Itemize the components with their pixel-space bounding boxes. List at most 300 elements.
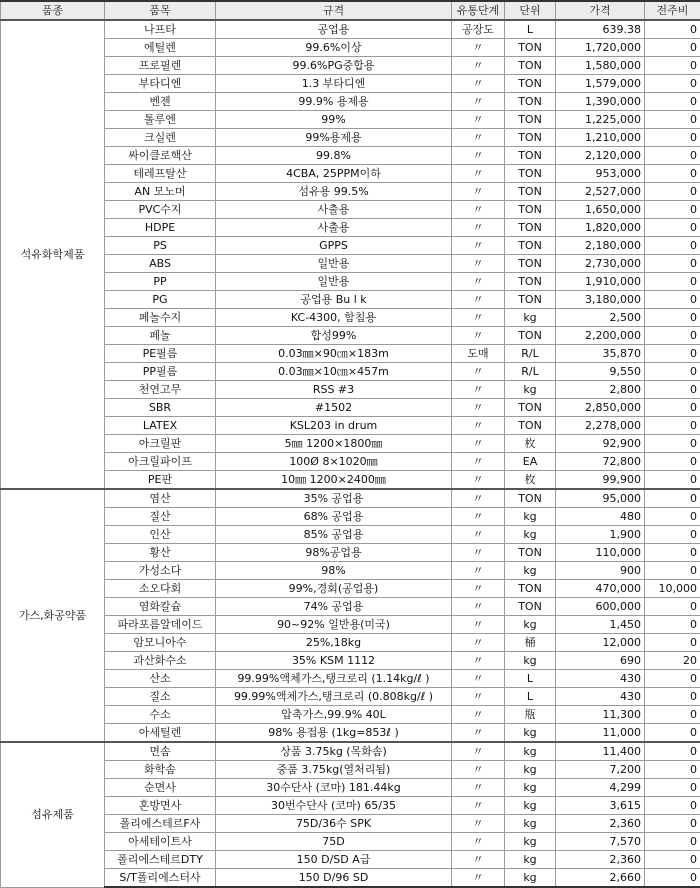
distribution-stage-cell: 〃 xyxy=(452,93,505,111)
unit-cell: 甁 xyxy=(505,706,556,724)
price-cell: 11,000 xyxy=(556,724,645,743)
item-name-cell: PP xyxy=(105,273,216,291)
unit-cell: kg xyxy=(505,833,556,851)
distribution-stage-cell: 〃 xyxy=(452,201,505,219)
item-name-cell: 페놀 xyxy=(105,327,216,345)
item-name-cell: 페놀수지 xyxy=(105,309,216,327)
weekly-change-cell: 0 xyxy=(645,255,700,273)
weekly-change-cell: 0 xyxy=(645,309,700,327)
item-spec-cell: 사출용 xyxy=(216,201,452,219)
weekly-change-cell: 0 xyxy=(645,57,700,75)
price-cell: 11,400 xyxy=(556,742,645,761)
weekly-change-cell: 0 xyxy=(645,471,700,490)
weekly-change-cell: 0 xyxy=(645,833,700,851)
price-cell: 9,550 xyxy=(556,363,645,381)
table-row xyxy=(1,291,700,309)
price-cell: 2,500 xyxy=(556,309,645,327)
weekly-change-cell: 0 xyxy=(645,797,700,815)
unit-cell: TON xyxy=(505,183,556,201)
distribution-stage-cell: 〃 xyxy=(452,183,505,201)
table-row xyxy=(1,779,700,797)
price-cell: 1,900 xyxy=(556,526,645,544)
price-cell: 1,820,000 xyxy=(556,219,645,237)
item-spec-cell: 1.3 부타디엔 xyxy=(216,75,452,93)
item-name-cell: 아세틸렌 xyxy=(105,724,216,743)
price-cell: 1,580,000 xyxy=(556,57,645,75)
table-row xyxy=(1,471,700,490)
item-name-cell: 질소 xyxy=(105,688,216,706)
price-cell: 639.38 xyxy=(556,20,645,39)
item-name-cell: 인산 xyxy=(105,526,216,544)
table-row xyxy=(1,851,700,869)
unit-cell: TON xyxy=(505,147,556,165)
item-name-cell: 폴리에스테르DTY xyxy=(105,851,216,869)
item-spec-cell: KC-4300, 함침용 xyxy=(216,309,452,327)
unit-cell: 枚 xyxy=(505,471,556,490)
price-cell: 1,579,000 xyxy=(556,75,645,93)
distribution-stage-cell: 〃 xyxy=(452,309,505,327)
unit-cell: TON xyxy=(505,273,556,291)
item-spec-cell: 150 D/96 SD xyxy=(216,869,452,888)
distribution-stage-cell: 〃 xyxy=(452,417,505,435)
price-cell: 953,000 xyxy=(556,165,645,183)
price-cell: 3,180,000 xyxy=(556,291,645,309)
header-spec: 규격 xyxy=(216,1,452,20)
distribution-stage-cell: 〃 xyxy=(452,453,505,471)
distribution-stage-cell: 〃 xyxy=(452,75,505,93)
item-spec-cell: 99%,경회(공업용) xyxy=(216,580,452,598)
item-spec-cell: RSS #3 xyxy=(216,381,452,399)
price-cell: 1,390,000 xyxy=(556,93,645,111)
unit-cell: kg xyxy=(505,797,556,815)
item-spec-cell: 74% 공업용 xyxy=(216,598,452,616)
table-row xyxy=(1,237,700,255)
price-cell: 1,225,000 xyxy=(556,111,645,129)
item-spec-cell: 99.99%액체가스,탱크로리 (1.14kg/ℓ ) xyxy=(216,670,452,688)
weekly-change-cell: 0 xyxy=(645,273,700,291)
weekly-change-cell: 20 xyxy=(645,652,700,670)
item-spec-cell: 사출용 xyxy=(216,219,452,237)
weekly-change-cell: 0 xyxy=(645,453,700,471)
weekly-change-cell: 0 xyxy=(645,165,700,183)
item-spec-cell: 35% 공업용 xyxy=(216,489,452,508)
weekly-change-cell: 0 xyxy=(645,851,700,869)
unit-cell: L xyxy=(505,688,556,706)
unit-cell: L xyxy=(505,670,556,688)
weekly-change-cell: 0 xyxy=(645,489,700,508)
item-spec-cell: 99.8% xyxy=(216,147,452,165)
price-cell: 900 xyxy=(556,562,645,580)
price-cell: 1,650,000 xyxy=(556,201,645,219)
item-spec-cell: 99.99%액체가스,탱크로리 (0.808kg/ℓ ) xyxy=(216,688,452,706)
item-spec-cell: 5㎜ 1200×1800㎜ xyxy=(216,435,452,453)
category-cell: 석유화학제품 xyxy=(1,20,105,489)
price-cell: 2,360 xyxy=(556,851,645,869)
weekly-change-cell: 0 xyxy=(645,237,700,255)
weekly-change-cell: 0 xyxy=(645,147,700,165)
item-name-cell: PG xyxy=(105,291,216,309)
distribution-stage-cell: 〃 xyxy=(452,39,505,57)
item-name-cell: 암모니아수 xyxy=(105,634,216,652)
unit-cell: kg xyxy=(505,526,556,544)
weekly-change-cell: 0 xyxy=(645,75,700,93)
table-row xyxy=(1,75,700,93)
unit-cell: TON xyxy=(505,255,556,273)
table-row xyxy=(1,489,700,508)
unit-cell: kg xyxy=(505,724,556,743)
table-row xyxy=(1,165,700,183)
table-row xyxy=(1,381,700,399)
item-spec-cell: 99% xyxy=(216,111,452,129)
unit-cell: kg xyxy=(505,761,556,779)
item-name-cell: PE판 xyxy=(105,471,216,490)
item-name-cell: 천연고무 xyxy=(105,381,216,399)
item-name-cell: 과산화수소 xyxy=(105,652,216,670)
distribution-stage-cell: 〃 xyxy=(452,526,505,544)
table-row xyxy=(1,453,700,471)
unit-cell: TON xyxy=(505,165,556,183)
item-name-cell: 벤젠 xyxy=(105,93,216,111)
price-cell: 2,527,000 xyxy=(556,183,645,201)
distribution-stage-cell: 〃 xyxy=(452,652,505,670)
item-spec-cell: 30수단사 (코마) 181.44kg xyxy=(216,779,452,797)
weekly-change-cell: 0 xyxy=(645,670,700,688)
table-row xyxy=(1,183,700,201)
distribution-stage-cell: 〃 xyxy=(452,129,505,147)
distribution-stage-cell: 공장도 xyxy=(452,20,505,39)
item-spec-cell: KSL203 in drum xyxy=(216,417,452,435)
item-name-cell: 나프타 xyxy=(105,20,216,39)
item-spec-cell: 99.6%이상 xyxy=(216,39,452,57)
table-row xyxy=(1,327,700,345)
item-spec-cell: 공업용 Bu l k xyxy=(216,291,452,309)
weekly-change-cell: 0 xyxy=(645,724,700,743)
header-stage: 유통단계 xyxy=(452,1,505,20)
header-unit: 단위 xyxy=(505,1,556,20)
table-row xyxy=(1,309,700,327)
item-name-cell: 파라포름알데이드 xyxy=(105,616,216,634)
unit-cell: TON xyxy=(505,598,556,616)
unit-cell: TON xyxy=(505,219,556,237)
weekly-change-cell: 0 xyxy=(645,219,700,237)
table-row xyxy=(1,562,700,580)
item-spec-cell: 75D xyxy=(216,833,452,851)
item-name-cell: 화학솜 xyxy=(105,761,216,779)
item-name-cell: 염화칼슘 xyxy=(105,598,216,616)
weekly-change-cell: 0 xyxy=(645,869,700,888)
header-price: 가격 xyxy=(556,1,645,20)
item-spec-cell: 25%,18kg xyxy=(216,634,452,652)
item-spec-cell: 68% 공업용 xyxy=(216,508,452,526)
weekly-change-cell: 0 xyxy=(645,742,700,761)
item-name-cell: 아세테이트사 xyxy=(105,833,216,851)
distribution-stage-cell: 〃 xyxy=(452,869,505,888)
item-name-cell: 질산 xyxy=(105,508,216,526)
table-row xyxy=(1,580,700,598)
weekly-change-cell: 0 xyxy=(645,508,700,526)
price-cell: 1,210,000 xyxy=(556,129,645,147)
category-cell: 가스,화공약품 xyxy=(1,489,105,742)
unit-cell: TON xyxy=(505,399,556,417)
distribution-stage-cell: 〃 xyxy=(452,489,505,508)
distribution-stage-cell: 〃 xyxy=(452,165,505,183)
item-spec-cell: 98% 용접용 (1kg=853ℓ ) xyxy=(216,724,452,743)
item-name-cell: ABS xyxy=(105,255,216,273)
item-spec-cell: 상품 3.75kg (목화솜) xyxy=(216,742,452,761)
item-name-cell: 가성소다 xyxy=(105,562,216,580)
weekly-change-cell: 0 xyxy=(645,598,700,616)
price-cell: 430 xyxy=(556,688,645,706)
table-row xyxy=(1,706,700,724)
price-cell: 1,720,000 xyxy=(556,39,645,57)
item-spec-cell: 30번수단사 (코마) 65/35 xyxy=(216,797,452,815)
weekly-change-cell: 0 xyxy=(645,399,700,417)
distribution-stage-cell: 〃 xyxy=(452,833,505,851)
weekly-change-cell: 0 xyxy=(645,616,700,634)
item-name-cell: 황산 xyxy=(105,544,216,562)
item-name-cell: 염산 xyxy=(105,489,216,508)
unit-cell: kg xyxy=(505,562,556,580)
distribution-stage-cell: 〃 xyxy=(452,598,505,616)
item-spec-cell: 섬유용 99.5% xyxy=(216,183,452,201)
unit-cell: kg xyxy=(505,309,556,327)
distribution-stage-cell: 〃 xyxy=(452,761,505,779)
unit-cell: kg xyxy=(505,851,556,869)
table-row xyxy=(1,797,700,815)
price-cell: 470,000 xyxy=(556,580,645,598)
unit-cell: TON xyxy=(505,291,556,309)
price-cell: 12,000 xyxy=(556,634,645,652)
distribution-stage-cell: 〃 xyxy=(452,291,505,309)
unit-cell: TON xyxy=(505,580,556,598)
unit-cell: kg xyxy=(505,381,556,399)
table-body xyxy=(1,20,700,887)
unit-cell: R/L xyxy=(505,363,556,381)
unit-cell: R/L xyxy=(505,345,556,363)
unit-cell: kg xyxy=(505,508,556,526)
distribution-stage-cell: 〃 xyxy=(452,634,505,652)
table-row xyxy=(1,219,700,237)
distribution-stage-cell: 〃 xyxy=(452,616,505,634)
item-name-cell: 소오다회 xyxy=(105,580,216,598)
distribution-stage-cell: 〃 xyxy=(452,851,505,869)
item-spec-cell: 99.6%PG중합용 xyxy=(216,57,452,75)
table-row xyxy=(1,869,700,888)
unit-cell: kg xyxy=(505,815,556,833)
weekly-change-cell: 0 xyxy=(645,129,700,147)
item-name-cell: 싸이클로핵산 xyxy=(105,147,216,165)
table-row xyxy=(1,833,700,851)
item-name-cell: HDPE xyxy=(105,219,216,237)
price-cell: 4,299 xyxy=(556,779,645,797)
item-spec-cell: 100Ø 8×1020㎜ xyxy=(216,453,452,471)
distribution-stage-cell: 〃 xyxy=(452,147,505,165)
category-cell: 섬유제품 xyxy=(1,742,105,887)
price-cell: 480 xyxy=(556,508,645,526)
price-cell: 99,900 xyxy=(556,471,645,490)
item-spec-cell: 150 D/SD A급 xyxy=(216,851,452,869)
distribution-stage-cell: 〃 xyxy=(452,724,505,743)
price-cell: 2,660 xyxy=(556,869,645,888)
table-row xyxy=(1,526,700,544)
weekly-change-cell: 0 xyxy=(645,562,700,580)
item-name-cell: 부타디엔 xyxy=(105,75,216,93)
price-cell: 2,730,000 xyxy=(556,255,645,273)
weekly-change-cell: 0 xyxy=(645,345,700,363)
price-cell: 2,278,000 xyxy=(556,417,645,435)
distribution-stage-cell: 〃 xyxy=(452,381,505,399)
unit-cell: TON xyxy=(505,57,556,75)
item-name-cell: SBR xyxy=(105,399,216,417)
weekly-change-cell: 0 xyxy=(645,688,700,706)
weekly-change-cell: 0 xyxy=(645,20,700,39)
distribution-stage-cell: 〃 xyxy=(452,399,505,417)
item-name-cell: PS xyxy=(105,237,216,255)
distribution-stage-cell: 〃 xyxy=(452,219,505,237)
unit-cell: L xyxy=(505,20,556,39)
table-row xyxy=(1,652,700,670)
distribution-stage-cell: 〃 xyxy=(452,435,505,453)
weekly-change-cell: 0 xyxy=(645,526,700,544)
item-name-cell: AN 모노머 xyxy=(105,183,216,201)
item-name-cell: PP필름 xyxy=(105,363,216,381)
price-cell: 600,000 xyxy=(556,598,645,616)
distribution-stage-cell: 〃 xyxy=(452,255,505,273)
table-row xyxy=(1,616,700,634)
item-name-cell: S/T폴리에스터사 xyxy=(105,869,216,888)
item-spec-cell: 합성99% xyxy=(216,327,452,345)
distribution-stage-cell: 〃 xyxy=(452,797,505,815)
distribution-stage-cell: 〃 xyxy=(452,237,505,255)
item-spec-cell: #1502 xyxy=(216,399,452,417)
item-spec-cell: 98%공업용 xyxy=(216,544,452,562)
table-row xyxy=(1,724,700,743)
distribution-stage-cell: 〃 xyxy=(452,111,505,129)
distribution-stage-cell: 〃 xyxy=(452,688,505,706)
price-cell: 2,120,000 xyxy=(556,147,645,165)
table-row xyxy=(1,815,700,833)
distribution-stage-cell: 〃 xyxy=(452,562,505,580)
weekly-change-cell: 0 xyxy=(645,417,700,435)
table-row xyxy=(1,634,700,652)
price-cell: 95,000 xyxy=(556,489,645,508)
weekly-change-cell: 0 xyxy=(645,183,700,201)
weekly-change-cell: 0 xyxy=(645,201,700,219)
table-row xyxy=(1,201,700,219)
weekly-change-cell: 0 xyxy=(645,815,700,833)
item-spec-cell: 공업용 xyxy=(216,20,452,39)
distribution-stage-cell: 〃 xyxy=(452,471,505,490)
unit-cell: kg xyxy=(505,869,556,888)
table-row xyxy=(1,363,700,381)
price-cell: 7,200 xyxy=(556,761,645,779)
item-name-cell: 크실렌 xyxy=(105,129,216,147)
unit-cell: TON xyxy=(505,129,556,147)
price-cell: 2,850,000 xyxy=(556,399,645,417)
unit-cell: TON xyxy=(505,417,556,435)
weekly-change-cell: 0 xyxy=(645,381,700,399)
item-spec-cell: 4CBA, 25PPM이하 xyxy=(216,165,452,183)
item-spec-cell: 0.03㎜×90㎝×183m xyxy=(216,345,452,363)
item-name-cell: PVC수지 xyxy=(105,201,216,219)
weekly-change-cell: 0 xyxy=(645,111,700,129)
distribution-stage-cell: 〃 xyxy=(452,580,505,598)
unit-cell: TON xyxy=(505,544,556,562)
distribution-stage-cell: 〃 xyxy=(452,363,505,381)
distribution-stage-cell: 〃 xyxy=(452,670,505,688)
table-row xyxy=(1,255,700,273)
price-cell: 72,800 xyxy=(556,453,645,471)
table-row xyxy=(1,508,700,526)
item-name-cell: 순면사 xyxy=(105,779,216,797)
item-name-cell: 아크릴판 xyxy=(105,435,216,453)
item-name-cell: 면솜 xyxy=(105,742,216,761)
price-cell: 110,000 xyxy=(556,544,645,562)
weekly-change-cell: 10,000 xyxy=(645,580,700,598)
distribution-stage-cell: 〃 xyxy=(452,544,505,562)
price-cell: 35,870 xyxy=(556,345,645,363)
item-spec-cell: 일반용 xyxy=(216,255,452,273)
item-spec-cell: 35% KSM 1112 xyxy=(216,652,452,670)
price-cell: 430 xyxy=(556,670,645,688)
unit-cell: EA xyxy=(505,453,556,471)
price-cell: 690 xyxy=(556,652,645,670)
table-row xyxy=(1,93,700,111)
table-row xyxy=(1,544,700,562)
table-row xyxy=(1,273,700,291)
price-cell: 3,615 xyxy=(556,797,645,815)
unit-cell: 枚 xyxy=(505,435,556,453)
price-cell: 1,910,000 xyxy=(556,273,645,291)
unit-cell: TON xyxy=(505,201,556,219)
unit-cell: kg xyxy=(505,652,556,670)
unit-cell: TON xyxy=(505,489,556,508)
item-spec-cell: 99%용제용 xyxy=(216,129,452,147)
item-spec-cell: 98% xyxy=(216,562,452,580)
table-row xyxy=(1,129,700,147)
header-item: 품목 xyxy=(105,1,216,20)
table-row xyxy=(1,417,700,435)
item-name-cell: 폴리에스테르F사 xyxy=(105,815,216,833)
distribution-stage-cell: 〃 xyxy=(452,273,505,291)
weekly-change-cell: 0 xyxy=(645,363,700,381)
table-row xyxy=(1,147,700,165)
price-cell: 1,450 xyxy=(556,616,645,634)
item-name-cell: 수소 xyxy=(105,706,216,724)
weekly-change-cell: 0 xyxy=(645,435,700,453)
weekly-change-cell: 0 xyxy=(645,291,700,309)
item-name-cell: 아크릴파이프 xyxy=(105,453,216,471)
header-row xyxy=(1,1,700,20)
price-cell: 2,360 xyxy=(556,815,645,833)
weekly-change-cell: 0 xyxy=(645,93,700,111)
unit-cell: TON xyxy=(505,237,556,255)
item-spec-cell: GPPS xyxy=(216,237,452,255)
item-name-cell: 테레프탈산 xyxy=(105,165,216,183)
table-row xyxy=(1,39,700,57)
unit-cell: TON xyxy=(505,39,556,57)
item-spec-cell: 압축가스,99.9% 40L xyxy=(216,706,452,724)
unit-cell: TON xyxy=(505,111,556,129)
item-name-cell: LATEX xyxy=(105,417,216,435)
item-name-cell: 톨루엔 xyxy=(105,111,216,129)
distribution-stage-cell: 〃 xyxy=(452,327,505,345)
weekly-change-cell: 0 xyxy=(645,327,700,345)
distribution-stage-cell: 도매 xyxy=(452,345,505,363)
item-spec-cell: 0.03㎜×10㎝×457m xyxy=(216,363,452,381)
table-row xyxy=(1,742,700,761)
unit-cell: TON xyxy=(505,75,556,93)
